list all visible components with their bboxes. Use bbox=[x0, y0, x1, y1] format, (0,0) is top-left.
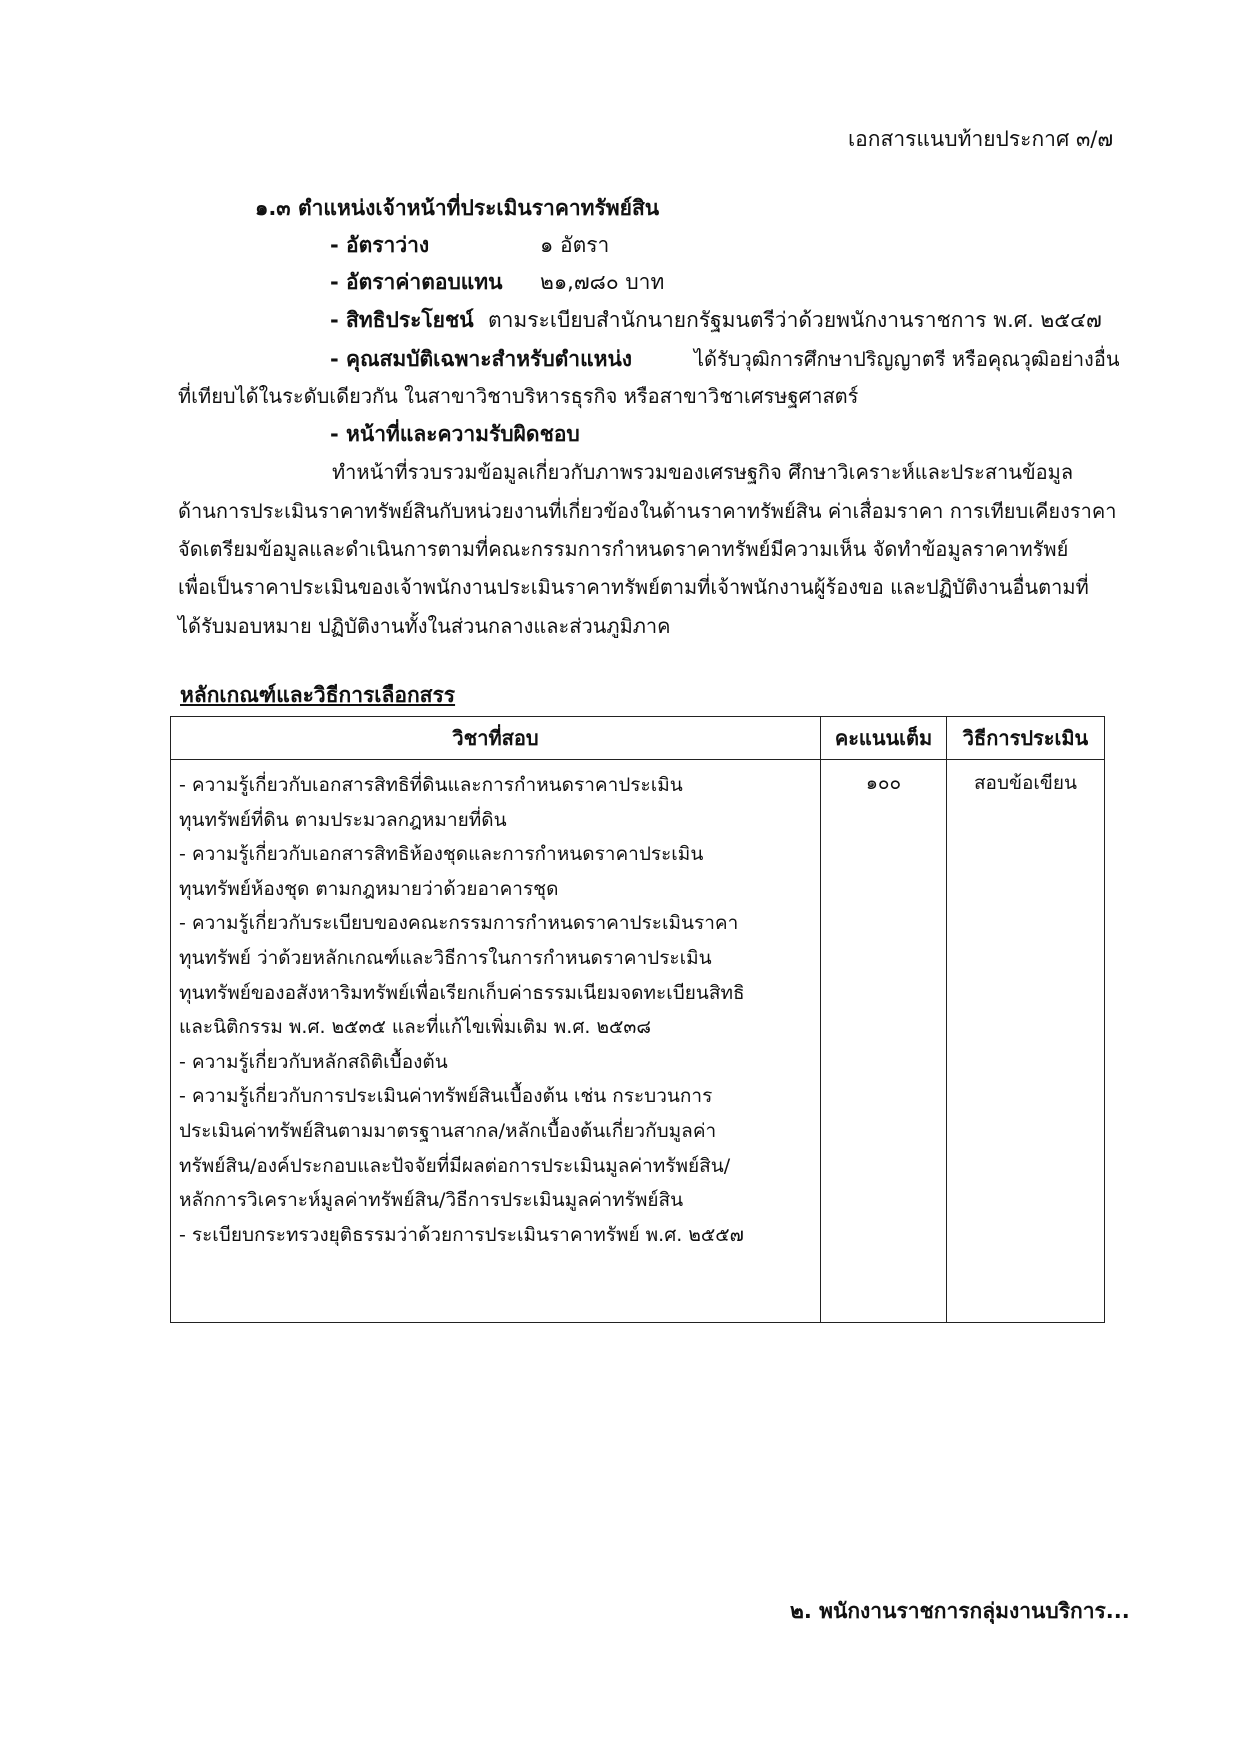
qualification-value-line2: ที่เทียบได้ในระดับเดียวกัน ในสาขาวิชาบริหารธุรกิจ หรือสาขาวิชาเศรษฐศาสตร์ bbox=[178, 384, 859, 408]
vacancy-label: - อัตราว่าง bbox=[330, 233, 430, 257]
vacancy-value: ๑ อัตรา bbox=[540, 233, 610, 257]
header-subject: วิชาที่สอบ bbox=[171, 717, 821, 760]
duty-line: ได้รับมอบหมาย ปฏิบัติงานทั้งในส่วนกลางและส่วนภูมิภาค bbox=[178, 614, 671, 638]
position-heading: ๑.๓ ตำแหน่งเจ้าหน้าที่ประเมินราคาทรัพย์สิน bbox=[255, 196, 660, 220]
subject-line: - ความรู้เกี่ยวกับเอกสารสิทธิห้องชุดและการกำหนดราคาประเมิน bbox=[179, 843, 704, 866]
criteria-title: หลักเกณฑ์และวิธีการเลือกสรร bbox=[180, 683, 456, 707]
subject-line: - ระเบียบกระทรวงยุติธรรมว่าด้วยการประเมินราคาทรัพย์ พ.ศ. ๒๕๕๗ bbox=[179, 1223, 744, 1246]
duty-line: จัดเตรียมข้อมูลและดำเนินการตามที่คณะกรรมการกำหนดราคาทรัพย์มีความเห็น จัดทำข้อมูลราคาทรัพย์ bbox=[178, 537, 1069, 561]
subject-line: - ความรู้เกี่ยวกับระเบียบของคณะกรรมการกำหนดราคาประเมินราคา bbox=[179, 912, 739, 935]
full-score-cell: ๑๐๐ bbox=[821, 760, 947, 1323]
duty-line: ทำหน้าที่รวบรวมข้อมูลเกี่ยวกับภาพรวมของเศรษฐกิจ ศึกษาวิเคราะห์และประสานข้อมูล bbox=[332, 460, 1074, 484]
table-row bbox=[171, 760, 1105, 1323]
exam-table bbox=[170, 716, 1105, 1323]
salary-label: - อัตราค่าตอบแทน bbox=[330, 270, 503, 294]
subject-line: ทุนทรัพย์ที่ดิน ตามประมวลกฎหมายที่ดิน bbox=[179, 808, 507, 831]
subject-line: ทุนทรัพย์ของอสังหาริมทรัพย์เพื่อเรียกเก็บค่าธรรมเนียมจดทะเบียนสิทธิ bbox=[179, 981, 745, 1004]
benefit-label: - สิทธิประโยชน์ bbox=[330, 308, 474, 332]
subject-line: ประเมินค่าทรัพย์สินตามมาตรฐานสากล/หลักเบื้องต้นเกี่ยวกับมูลค่า bbox=[179, 1119, 717, 1142]
duty-line: ด้านการประเมินราคาทรัพย์สินกับหน่วยงานที่เกี่ยวข้องในด้านราคาทรัพย์สิน ค่าเสื่อมราคา การเทียบเคียงราคา bbox=[178, 499, 1117, 523]
benefit-value: ตามระเบียบสำนักนายกรัฐมนตรีว่าด้วยพนักงานราชการ พ.ศ. ๒๕๔๗ bbox=[488, 308, 1102, 332]
document-reference: เอกสารแนบท้ายประกาศ ๓/๗ bbox=[848, 127, 1114, 151]
duty-line: เพื่อเป็นราคาประเมินของเจ้าพนักงานประเมินราคาทรัพย์ตามที่เจ้าพนักงานผู้ร้องขอ และปฏิบัติงานอื่นตามที่ bbox=[178, 575, 1089, 599]
subject-cell bbox=[171, 760, 821, 1323]
subject-line: ทุนทรัพย์ ว่าด้วยหลักเกณฑ์และวิธีการในการกำหนดราคาประเมิน bbox=[179, 946, 712, 969]
duty-label: - หน้าที่และความรับผิดชอบ bbox=[330, 422, 580, 446]
subject-line: - ความรู้เกี่ยวกับหลักสถิติเบื้องต้น bbox=[179, 1050, 448, 1073]
subject-line: ทรัพย์สิน/องค์ประกอบและปัจจัยที่มีผลต่อการประเมินมูลค่าทรัพย์สิน/ bbox=[179, 1154, 731, 1177]
subject-line: - ความรู้เกี่ยวกับเอกสารสิทธิที่ดินและการกำหนดราคาประเมิน bbox=[179, 774, 683, 796]
salary-value: ๒๑,๗๘๐ บาท bbox=[540, 270, 665, 294]
qualification-label: - คุณสมบัติเฉพาะสำหรับตำแหน่ง bbox=[330, 347, 633, 371]
subject-line: ทุนทรัพย์ห้องชุด ตามกฎหมายว่าด้วยอาคารชุด bbox=[179, 877, 559, 900]
method-cell: สอบข้อเขียน bbox=[947, 760, 1105, 1323]
table-header-row bbox=[171, 717, 1105, 760]
subject-line: - ความรู้เกี่ยวกับการประเมินค่าทรัพย์สินเบื้องต้น เช่น กระบวนการ bbox=[179, 1085, 713, 1108]
header-method: วิธีการประเมิน bbox=[947, 717, 1105, 760]
header-full-score: คะแนนเต็ม bbox=[821, 717, 947, 760]
subject-line: หลักการวิเคราะห์มูลค่าทรัพย์สิน/วิธีการประเมินมูลค่าทรัพย์สิน bbox=[179, 1189, 684, 1212]
subject-line: และนิติกรรม พ.ศ. ๒๕๓๕ และที่แก้ไขเพิ่มเติม พ.ศ. ๒๕๓๘ bbox=[179, 1016, 652, 1039]
qualification-value-line1: ได้รับวุฒิการศึกษาปริญญาตรี หรือคุณวุฒิอย่างอื่น bbox=[694, 347, 1120, 371]
footer-continuation: ๒. พนักงานราชการกลุ่มงานบริการ... bbox=[790, 1599, 1130, 1623]
